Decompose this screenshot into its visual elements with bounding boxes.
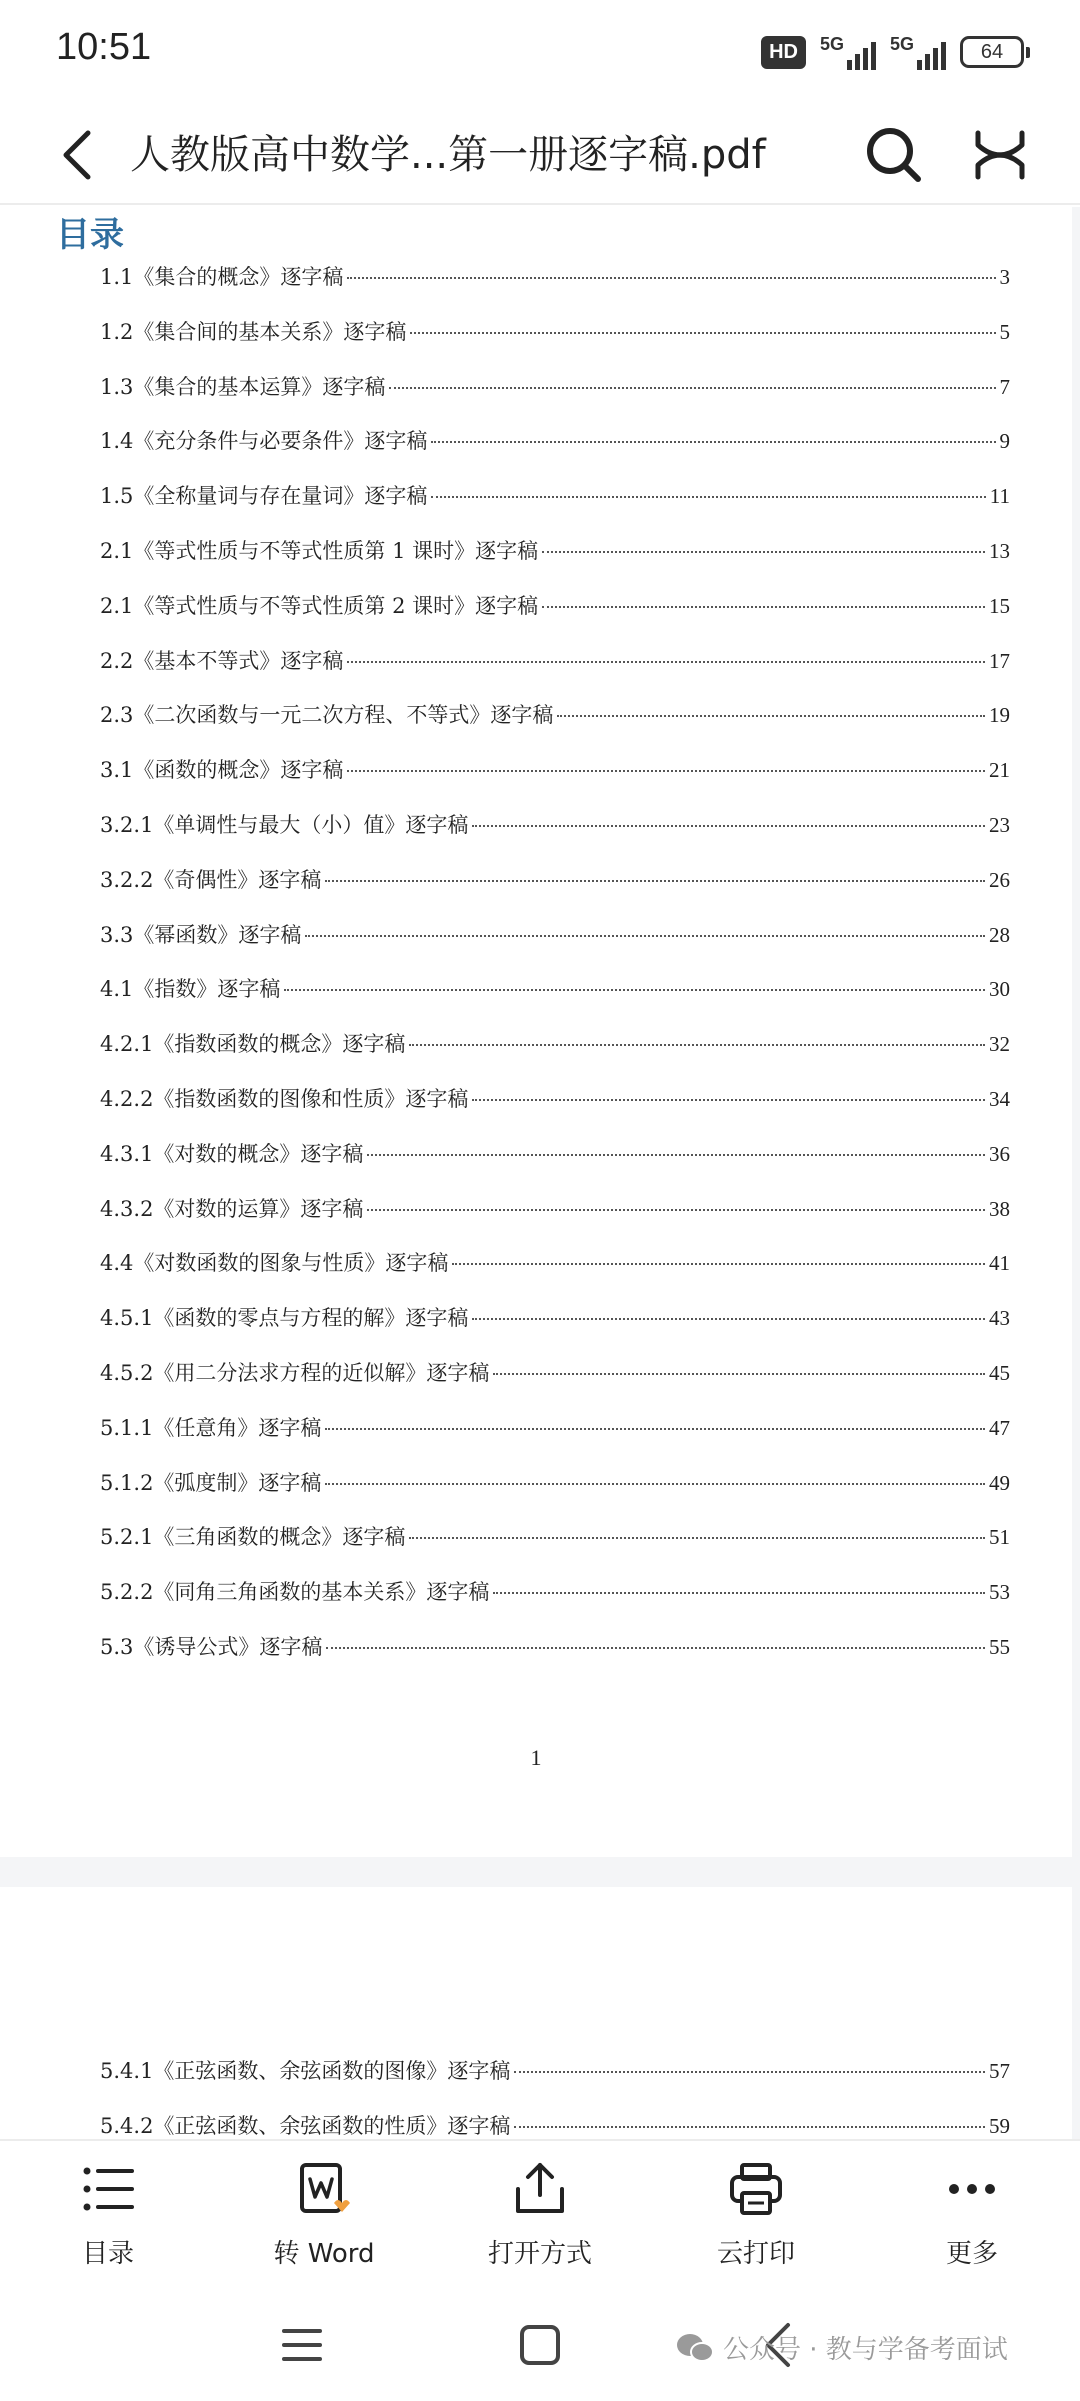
toc-entry-page: 32 (989, 1032, 1010, 1057)
toc-entry-page: 45 (989, 1360, 1010, 1385)
toc-leader-dots (305, 935, 985, 937)
bottom-toolbar (0, 2139, 1080, 2289)
toc-list (100, 261, 1010, 1686)
battery-level: 64 (980, 40, 1004, 63)
toc-entry-title: 5.1.2《弧度制》逐字稿 (100, 1470, 322, 1495)
word-convert-icon (294, 2159, 354, 2219)
search-button[interactable] (862, 123, 926, 187)
toc-entry-title: 3.2.2《奇偶性》逐字稿 (100, 867, 322, 892)
toc-entry-page: 26 (989, 867, 1010, 892)
back-button[interactable] (50, 125, 110, 185)
toc-entry-title: 5.4.1《正弦函数、余弦函数的图像》逐字稿 (100, 2059, 511, 2083)
toc-leader-dots (284, 989, 985, 991)
toc-label: 目录 (81, 2239, 134, 2269)
toc-leader-dots (542, 551, 985, 553)
toc-leader-dots (409, 1537, 985, 1539)
word-label: 转 Word (273, 2239, 375, 2269)
toc-leader-dots (431, 441, 995, 443)
toc-entry[interactable] (100, 809, 1010, 864)
toc-leader-dots (410, 332, 995, 334)
signal-icon: 5G (820, 34, 876, 70)
toc-entry-page: 53 (989, 1580, 1010, 1605)
more-label: 更多 (945, 2239, 998, 2269)
toc-entry-page: 34 (989, 1086, 1010, 1111)
toc-entry-page: 47 (989, 1415, 1010, 1440)
menu-icon (274, 2317, 330, 2373)
toc-entry[interactable] (100, 1138, 1010, 1193)
toc-entry-title: 5.2.2《同角三角函数的基本关系》逐字稿 (100, 1580, 490, 1605)
toc-entry-page: 7 (999, 374, 1010, 399)
toc-leader-dots (514, 2126, 985, 2128)
home-nav-button[interactable] (512, 2317, 568, 2373)
toc-leader-dots (472, 1099, 985, 1101)
toc-leader-dots (367, 1154, 985, 1156)
status-bar (0, 0, 1080, 105)
toc-leader-dots (493, 1373, 985, 1375)
share-icon (510, 2159, 570, 2219)
cloud-print-label: 云打印 (716, 2239, 795, 2269)
toc-entry-page: 36 (989, 1141, 1010, 1166)
toc-entry[interactable] (100, 864, 1010, 919)
toc-entry[interactable] (100, 919, 1010, 974)
toc-leader-dots (347, 277, 995, 279)
toc-entry[interactable] (100, 1521, 1010, 1576)
status-time: 10:51 (56, 26, 152, 68)
toc-entry[interactable] (100, 754, 1010, 809)
toc-entry-page: 13 (989, 538, 1010, 563)
toc-entry[interactable] (100, 1193, 1010, 1248)
wechat-icon (675, 2331, 715, 2365)
toc-entry-title: 4.3.2《对数的运算》逐字稿 (100, 1196, 364, 1221)
convert-word-button[interactable] (216, 2141, 432, 2291)
toc-entry-title: 3.3《幂函数》逐字稿 (100, 922, 302, 947)
toc-entry[interactable] (100, 1247, 1010, 1302)
toc-entry[interactable] (100, 1028, 1010, 1083)
page-number: 1 (530, 1745, 542, 1770)
toc-entry-page: 5 (999, 319, 1010, 344)
toc-leader-dots (472, 1318, 985, 1320)
toc-entry-title: 1.2《集合间的基本关系》逐字稿 (100, 319, 407, 344)
printer-icon (726, 2159, 786, 2219)
more-icon (942, 2159, 1002, 2219)
toc-entry-page: 51 (989, 1525, 1010, 1550)
toc-entry-page: 3 (999, 265, 1010, 289)
toc-entry[interactable] (100, 480, 1010, 535)
toc-entry-page: 23 (989, 812, 1010, 837)
toc-entry-page: 17 (989, 648, 1010, 673)
menu-nav-button[interactable] (274, 2317, 330, 2373)
toc-entry-title: 3.2.1《单调性与最大（小）值》逐字稿 (100, 812, 469, 837)
toc-leader-dots (452, 1263, 985, 1265)
toc-entry[interactable] (100, 699, 1010, 754)
toc-entry-title: 2.1《等式性质与不等式性质第 1 课时》逐字稿 (100, 538, 539, 563)
battery-icon (960, 36, 1024, 68)
reading-mode-icon (970, 125, 1030, 185)
toc-entry-title: 2.3《二次函数与一元二次方程、不等式》逐字稿 (100, 703, 554, 728)
toc-entry-title: 4.5.2《用二分法求方程的近似解》逐字稿 (100, 1360, 490, 1385)
toc-entry-page: 19 (989, 703, 1010, 728)
toc-leader-dots (325, 1428, 985, 1430)
toc-entry-title: 4.4《对数函数的图象与性质》逐字稿 (100, 1251, 449, 1276)
open-with-label: 打开方式 (487, 2239, 592, 2269)
toc-leader-dots (325, 1483, 985, 1485)
watermark (675, 2329, 1008, 2366)
toc-entry-page: 30 (989, 977, 1010, 1002)
toc-entry-title: 5.2.1《三角函数的概念》逐字稿 (100, 1525, 406, 1550)
toc-entry[interactable] (100, 645, 1010, 700)
toc-entry[interactable] (100, 1357, 1010, 1412)
toc-entry[interactable] (100, 425, 1010, 480)
toc-entry[interactable] (100, 1083, 1010, 1138)
toc-entry-page: 49 (989, 1470, 1010, 1495)
toc-leader-dots (325, 880, 985, 882)
toc-entry-title: 1.3《集合的基本运算》逐字稿 (100, 374, 386, 399)
toc-entry-page: 21 (989, 758, 1010, 783)
document-title: 人教版高中数学...第一册逐字稿.pdf (130, 132, 766, 178)
toc-entry[interactable] (100, 535, 1010, 590)
hd-badge: HD (761, 36, 806, 69)
toc-entry-page: 11 (989, 484, 1010, 509)
home-square-icon (512, 2317, 568, 2373)
toc-entry-page: 41 (989, 1251, 1010, 1276)
toc-leader-dots (347, 661, 985, 663)
toc-entry[interactable] (100, 371, 1010, 426)
toc-entry[interactable] (100, 1302, 1010, 1357)
toc-entry-title: 4.5.1《函数的零点与方程的解》逐字稿 (100, 1306, 469, 1331)
pdf-page-2 (0, 1887, 1072, 2139)
toc-leader-dots (389, 387, 995, 389)
toc-entry[interactable] (100, 1412, 1010, 1467)
toc-leader-dots (493, 1592, 985, 1594)
toc-leader-dots (472, 825, 985, 827)
toc-leader-dots (409, 1044, 985, 1046)
toc-entry[interactable] (100, 261, 1010, 316)
cloud-print-button[interactable] (648, 2141, 864, 2291)
toc-entry-title: 1.4《充分条件与必要条件》逐字稿 (100, 429, 428, 454)
document-viewer[interactable] (0, 207, 1080, 2139)
watermark-text: 公众号 · 教与学备考面试 (723, 2335, 1008, 2365)
toc-entry[interactable] (100, 1576, 1010, 1631)
toc-entry-page: 43 (989, 1306, 1010, 1331)
toc-entry-page: 15 (989, 593, 1010, 618)
toc-entry-title: 1.1《集合的概念》逐字稿 (100, 265, 344, 289)
toc-entry[interactable] (100, 2055, 1010, 2110)
toc-leader-dots (347, 770, 985, 772)
title-bar (0, 105, 1080, 205)
list-icon (78, 2159, 138, 2219)
toc-heading: 目录 (56, 215, 124, 255)
toc-leader-dots (557, 715, 985, 717)
open-with-button[interactable] (432, 2141, 648, 2291)
pdf-page-1 (0, 207, 1072, 1857)
system-nav-bar (0, 2289, 1080, 2401)
toc-entry-page: 28 (989, 922, 1010, 947)
reading-mode-button[interactable] (970, 125, 1030, 185)
toc-entry-title: 4.2.2《指数函数的图像和性质》逐字稿 (100, 1086, 469, 1111)
toc-entry-page: 38 (989, 1196, 1010, 1221)
toc-entry-title: 4.1《指数》逐字稿 (100, 977, 281, 1002)
toc-list-continued (100, 2055, 1010, 2139)
toc-button[interactable] (0, 2141, 216, 2291)
toc-entry-page: 55 (989, 1634, 1010, 1659)
toc-entry[interactable] (100, 1631, 1010, 1686)
toc-leader-dots (431, 496, 985, 498)
toc-leader-dots (367, 1209, 985, 1211)
toc-entry-title: 1.5《全称量词与存在量词》逐字稿 (100, 484, 428, 509)
toc-leader-dots (542, 606, 985, 608)
toc-entry-title: 2.1《等式性质与不等式性质第 2 课时》逐字稿 (100, 593, 539, 618)
toc-entry[interactable] (100, 316, 1010, 371)
toc-leader-dots (326, 1647, 985, 1649)
search-icon (862, 123, 926, 187)
more-button[interactable] (864, 2141, 1080, 2291)
toc-entry-page: 9 (999, 429, 1010, 454)
toc-entry-title: 3.1《函数的概念》逐字稿 (100, 758, 344, 783)
toc-entry-title: 5.3《诱导公式》逐字稿 (100, 1634, 323, 1659)
toc-entry[interactable] (100, 973, 1010, 1028)
toc-entry[interactable] (100, 2110, 1010, 2139)
toc-entry-title: 4.3.1《对数的概念》逐字稿 (100, 1141, 364, 1166)
toc-entry-title: 2.2《基本不等式》逐字稿 (100, 648, 344, 673)
toc-entry-title: 4.2.1《指数函数的概念》逐字稿 (100, 1032, 406, 1057)
toc-entry-page: 59 (989, 2113, 1010, 2138)
toc-entry-title: 5.1.1《任意角》逐字稿 (100, 1415, 322, 1440)
status-icons (761, 32, 1024, 72)
signal-icon-2: 5G (890, 34, 946, 70)
back-arrow-icon (50, 125, 110, 185)
toc-leader-dots (514, 2071, 985, 2073)
toc-entry-page: 57 (989, 2059, 1010, 2083)
toc-entry[interactable] (100, 1467, 1010, 1522)
toc-entry[interactable] (100, 590, 1010, 645)
toc-entry-title: 5.4.2《正弦函数、余弦函数的性质》逐字稿 (100, 2113, 511, 2138)
